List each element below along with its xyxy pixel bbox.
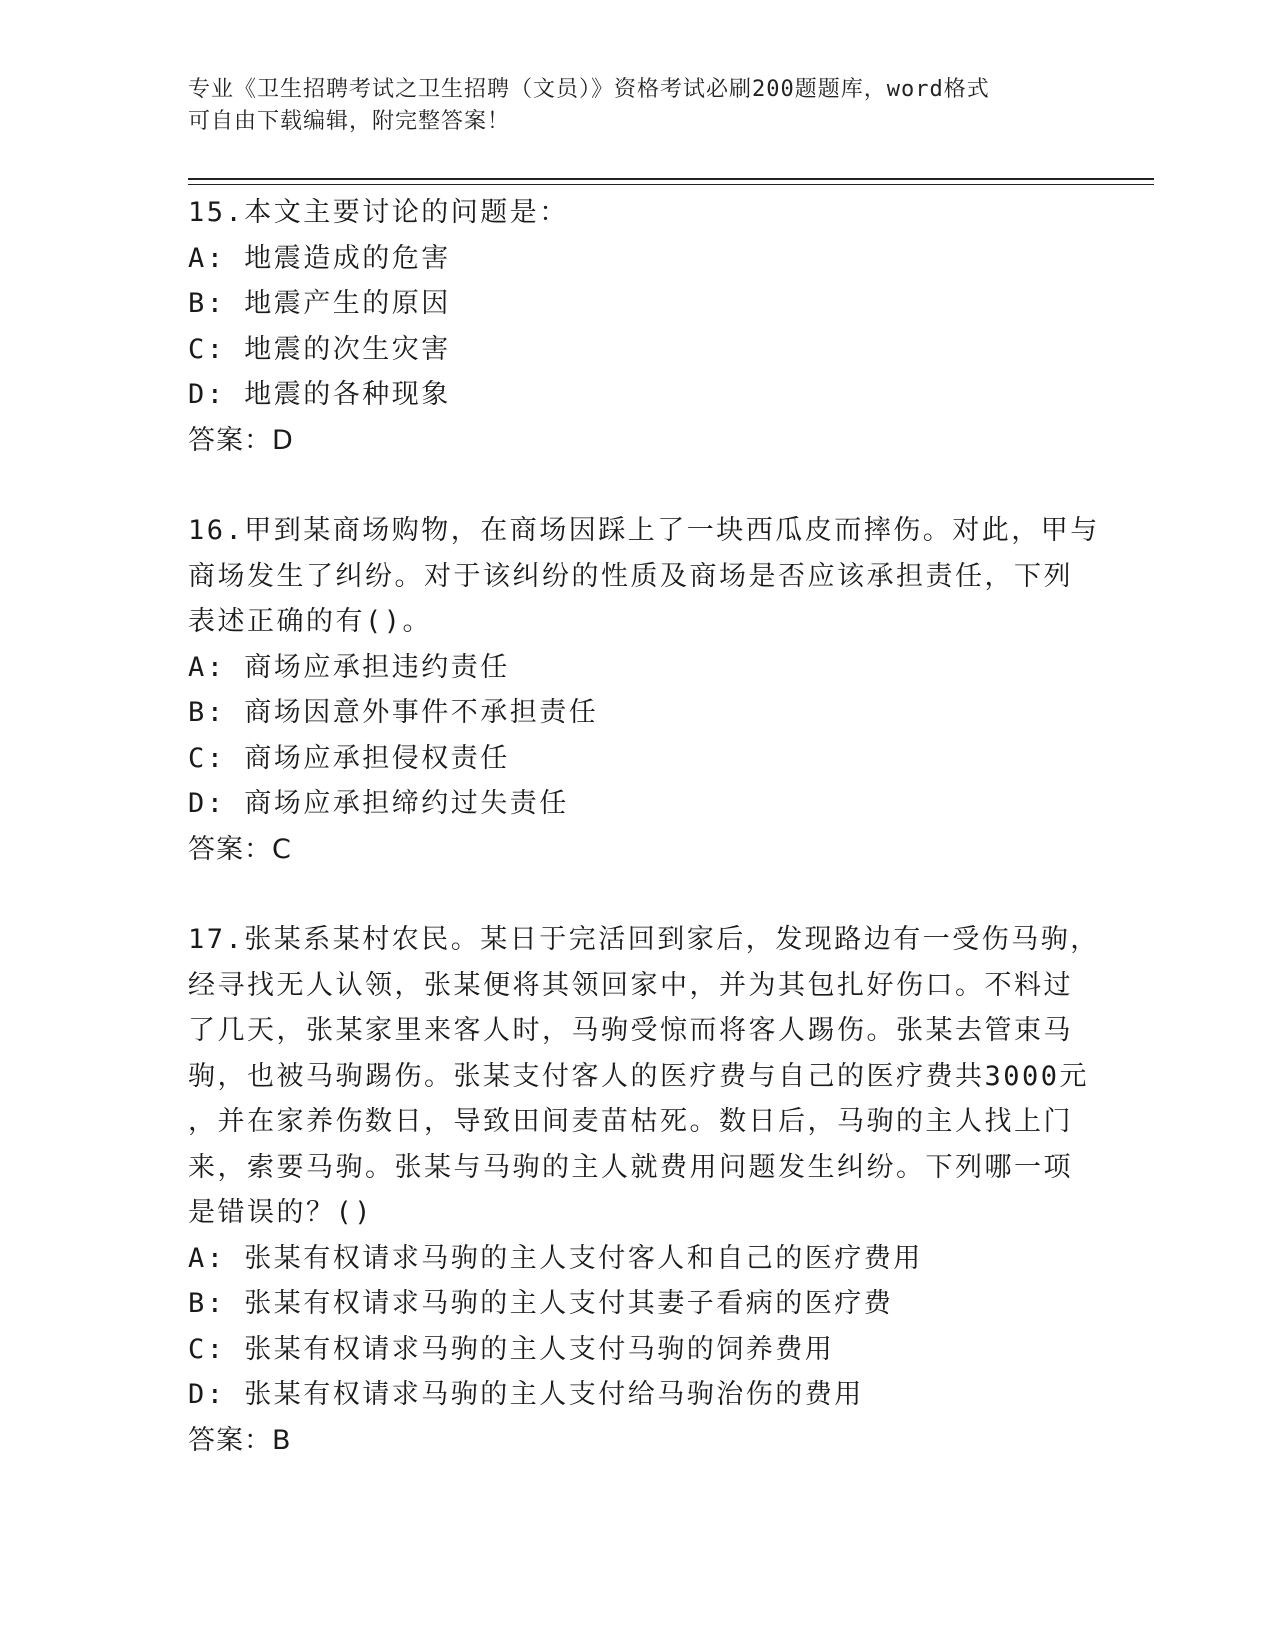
header-divider-thick bbox=[188, 178, 1154, 180]
question-stem: 经寻找无人认领，张某便将其领回家中，并为其包扎好伤口。不料过 bbox=[188, 969, 1073, 1001]
question-list bbox=[188, 190, 1100, 1463]
question-stem: 17.张某系某村农民。某日于完活回到家后，发现路边有一受伤马驹， bbox=[188, 924, 1100, 955]
answer-line: 答案：D bbox=[188, 424, 294, 456]
question-stem: 驹，也被马驹踢伤。张某支付客人的医疗费与自己的医疗费共3000元 bbox=[188, 1060, 1090, 1092]
question-stem: 是错误的？() bbox=[188, 1197, 374, 1228]
question-stem: 16.甲到某商场购物，在商场因踩上了一块西瓜皮而摔伤。对此，甲与 bbox=[188, 515, 1100, 546]
option-b: B: 地震产生的原因 bbox=[188, 288, 451, 319]
option-a: A: 地震造成的危害 bbox=[188, 242, 451, 274]
option-c: C: 商场应承担侵权责任 bbox=[188, 742, 510, 774]
question-stem: 表述正确的有()。 bbox=[188, 606, 433, 637]
header-line-1: 专业《卫生招聘考试之卫生招聘（文员）》资格考试必刷200题题库，word格式 bbox=[188, 77, 990, 102]
option-c: C: 张某有权请求马驹的主人支付马驹的饲养费用 bbox=[188, 1333, 835, 1365]
option-d: D: 商场应承担缔约过失责任 bbox=[188, 788, 569, 819]
header-line-2: 可自由下载编辑，附完整答案！ bbox=[188, 109, 511, 134]
question-15 bbox=[188, 190, 1088, 463]
spacer bbox=[188, 872, 1088, 917]
question-stem: 商场发生了纠纷。对于该纠纷的性质及商场是否应该承担责任，下列 bbox=[188, 560, 1073, 592]
header-divider-thin bbox=[188, 184, 1154, 185]
question-16 bbox=[188, 508, 1100, 872]
option-c: C: 地震的次生灾害 bbox=[188, 333, 451, 365]
answer-line: 答案：B bbox=[188, 1424, 292, 1456]
document-header bbox=[188, 74, 1088, 138]
question-stem: 15.本文主要讨论的问题是： bbox=[188, 197, 569, 228]
question-stem: ，并在家养伤数日，导致田间麦苗枯死。数日后，马驹的主人找上门 bbox=[188, 1106, 1073, 1137]
spacer bbox=[188, 463, 1088, 508]
question-stem: 了几天，张某家里来客人时，马驹受惊而将客人踢伤。张某去管束马 bbox=[188, 1015, 1073, 1046]
question-17 bbox=[188, 917, 1100, 1463]
option-b: B: 商场因意外事件不承担责任 bbox=[188, 697, 599, 728]
option-d: D: 张某有权请求马驹的主人支付给马驹治伤的费用 bbox=[188, 1379, 864, 1410]
question-stem: 来，索要马驹。张某与马驹的主人就费用问题发生纠纷。下列哪一项 bbox=[188, 1151, 1073, 1183]
option-a: A: 张某有权请求马驹的主人支付客人和自己的医疗费用 bbox=[188, 1242, 923, 1274]
option-d: D: 地震的各种现象 bbox=[188, 379, 451, 410]
answer-line: 答案：C bbox=[188, 833, 292, 865]
option-b: B: 张某有权请求马驹的主人支付其妻子看病的医疗费 bbox=[188, 1288, 894, 1319]
option-a: A: 商场应承担违约责任 bbox=[188, 651, 510, 683]
